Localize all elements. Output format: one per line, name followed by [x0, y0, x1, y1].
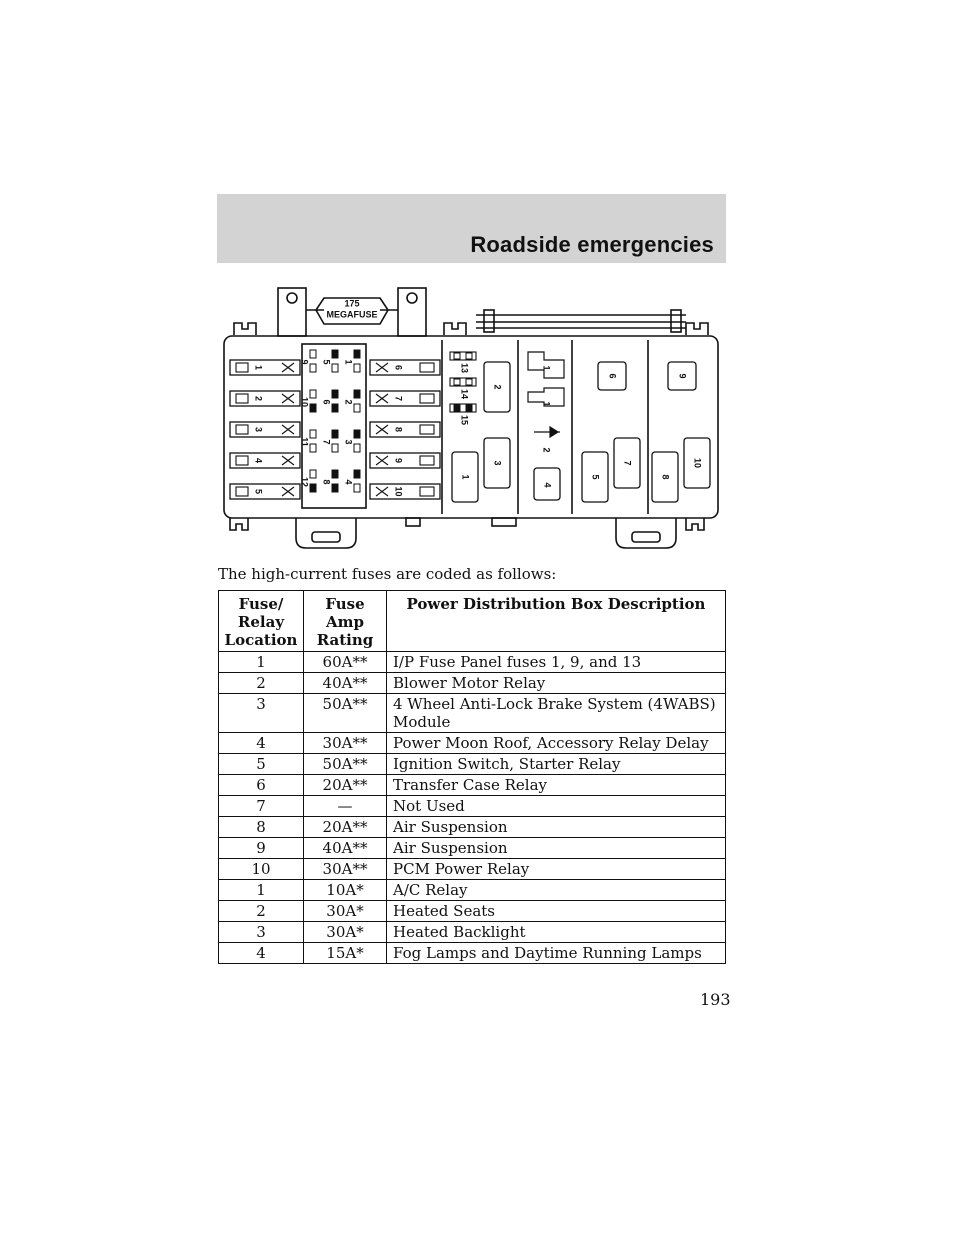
- table-row: [219, 859, 726, 880]
- small-fuse-blade: [454, 379, 460, 385]
- section3-label: 7: [622, 460, 633, 466]
- mini-fuse-label: 6: [321, 399, 332, 405]
- fuse-element: [376, 487, 388, 496]
- fuse-element: [282, 456, 294, 465]
- intro-text: The high-current fuses are coded as follows:: [218, 565, 557, 583]
- cell-rating: 30A**: [304, 859, 387, 880]
- header-rating-line2: Amp: [326, 613, 364, 631]
- cell-rating: —: [304, 796, 387, 817]
- cell-location: 2: [219, 673, 304, 694]
- small-fuse-label: 14: [459, 388, 470, 400]
- mini-fuse-blade: [310, 430, 316, 438]
- mini-fuse-blade: [310, 390, 316, 398]
- cell-rating: 30A*: [304, 922, 387, 943]
- fuse-element: [282, 363, 294, 372]
- maxi-fuse-right: [370, 360, 440, 375]
- description-line: Blower Motor Relay: [393, 674, 546, 692]
- right-fuse-label: 10: [393, 486, 404, 497]
- section-header: [217, 194, 726, 263]
- fuse-element: [282, 425, 294, 434]
- fuse-element: [376, 456, 388, 465]
- section4-label: 9: [677, 373, 688, 379]
- table-row: [219, 775, 726, 796]
- mini-fuse-label: 12: [299, 476, 310, 488]
- power-distribution-box-diagram: [216, 280, 726, 552]
- mini-fuse-blade: [332, 484, 338, 492]
- mini-fuse-blade: [354, 404, 360, 412]
- mini-fuse-blade: [354, 430, 360, 438]
- fuse-terminal: [420, 487, 434, 496]
- mini-fuse-blade: [332, 390, 338, 398]
- mini-fuse-label: 7: [321, 439, 332, 445]
- maxi-fuse-left: [230, 484, 300, 499]
- fuse-terminal: [236, 394, 248, 403]
- cell-rating: 20A**: [304, 817, 387, 838]
- left-fuse-label: 2: [253, 395, 264, 402]
- cell-description: [387, 817, 726, 838]
- cell-description: [387, 754, 726, 775]
- description-line: Power Moon Roof, Accessory Relay Delay: [393, 734, 709, 752]
- mini-fuse-blade: [310, 350, 316, 358]
- cell-description: [387, 796, 726, 817]
- small-fuse-blade: [466, 379, 472, 385]
- table-header-row: [219, 591, 726, 652]
- relay-label: 3: [492, 460, 503, 466]
- cell-location: 3: [219, 694, 304, 733]
- maxi-fuse-right: [370, 422, 440, 437]
- mini-fuse-blade: [332, 364, 338, 372]
- cell-description: [387, 673, 726, 694]
- table-row: [219, 922, 726, 943]
- fuse-element: [282, 394, 294, 403]
- description-line: 4 Wheel Anti-Lock Brake System (4WABS): [393, 695, 716, 713]
- mini-fuse-blade: [332, 430, 338, 438]
- right-fuse-label: 7: [393, 395, 404, 402]
- mini-fuse-label: 8: [321, 479, 332, 485]
- cell-rating: 20A**: [304, 775, 387, 796]
- fuse-terminal: [420, 456, 434, 465]
- cell-location: 4: [219, 733, 304, 754]
- fuse-terminal: [236, 456, 248, 465]
- description-line: Air Suspension: [393, 818, 508, 836]
- small-fuse-label: 15: [459, 414, 470, 426]
- table-row: [219, 901, 726, 922]
- mini-fuse-blade: [332, 404, 338, 412]
- mini-fuse-blade: [332, 444, 338, 452]
- mini-fuse-blade: [310, 444, 316, 452]
- fuse-element: [282, 487, 294, 496]
- mini-fuse-label: 9: [299, 359, 310, 365]
- fuse-element: [376, 394, 388, 403]
- cell-rating: 60A**: [304, 652, 387, 673]
- mini-fuse-blade: [332, 350, 338, 358]
- table-row: [219, 880, 726, 901]
- diode-symbol: [534, 427, 560, 437]
- description-line: PCM Power Relay: [393, 860, 530, 878]
- header-location-line2: Relay: [237, 613, 285, 631]
- left-fuse-label: 4: [253, 457, 264, 464]
- mini-fuse-blade: [310, 470, 316, 478]
- maxi-fuse-right: [370, 453, 440, 468]
- header-location-line3: Location: [224, 631, 298, 649]
- cell-description: [387, 901, 726, 922]
- fuse-terminal: [420, 394, 434, 403]
- header-rating-line1: Fuse: [325, 595, 365, 613]
- right-fuse-label: 9: [393, 457, 404, 464]
- description-line: A/C Relay: [393, 881, 468, 899]
- mini-fuse-label: 1: [343, 359, 354, 365]
- section4-label: 8: [660, 474, 671, 480]
- description-line: Fog Lamps and Daytime Running Lamps: [393, 944, 702, 962]
- cell-description: [387, 880, 726, 901]
- cell-description: [387, 652, 726, 673]
- cell-location: 7: [219, 796, 304, 817]
- table-row: [219, 838, 726, 859]
- fuse-terminal: [420, 425, 434, 434]
- mini-fuse-blade: [310, 404, 316, 412]
- description-line: Heated Seats: [393, 902, 495, 920]
- maxi-fuse-left: [230, 391, 300, 406]
- left-fuse-label: 5: [253, 488, 264, 495]
- mini-fuse-blade: [332, 470, 338, 478]
- mini-fuse-blade: [354, 390, 360, 398]
- maxi-fuse-right: [370, 391, 440, 406]
- description-line: Module: [393, 713, 451, 731]
- mini-fuse-label: 10: [299, 396, 310, 408]
- cell-description: [387, 838, 726, 859]
- section2-label: 1: [541, 365, 552, 371]
- small-fuse-blade: [454, 405, 460, 411]
- description-line: I/P Fuse Panel fuses 1, 9, and 13: [393, 653, 642, 671]
- cell-location: 1: [219, 880, 304, 901]
- mini-fuse-blade: [354, 364, 360, 372]
- description-line: Not Used: [393, 797, 465, 815]
- cell-location: 10: [219, 859, 304, 880]
- mini-fuse-label: 5: [321, 359, 332, 365]
- cell-description: [387, 694, 726, 733]
- maxi-fuse-right: [370, 484, 440, 499]
- page-number: 193: [700, 990, 731, 1009]
- cell-description: [387, 859, 726, 880]
- maxi-fuse-left: [230, 360, 300, 375]
- table-row: [219, 796, 726, 817]
- cell-description: [387, 775, 726, 796]
- cell-rating: 30A**: [304, 733, 387, 754]
- fuse-terminal: [420, 363, 434, 372]
- fuse-element: [376, 425, 388, 434]
- section-title: Roadside emergencies: [470, 232, 714, 257]
- table-row: [219, 733, 726, 754]
- cell-description: [387, 922, 726, 943]
- fuse-table: [218, 590, 726, 964]
- header-rating-line3: Rating: [316, 631, 374, 649]
- mini-fuse-label: 3: [343, 439, 354, 445]
- cell-rating: 30A*: [304, 901, 387, 922]
- fuse-box-drawing: [216, 280, 726, 552]
- cell-rating: 40A**: [304, 673, 387, 694]
- cell-location: 6: [219, 775, 304, 796]
- left-fuse-label: 3: [253, 426, 264, 433]
- cell-location: 3: [219, 922, 304, 943]
- cell-location: 1: [219, 652, 304, 673]
- cell-description: [387, 943, 726, 964]
- table-row: [219, 652, 726, 673]
- section3-label: 5: [590, 474, 601, 480]
- cell-location: 9: [219, 838, 304, 859]
- cell-rating: 10A*: [304, 880, 387, 901]
- table-row: [219, 817, 726, 838]
- header-description: Power Distribution Box Description: [387, 591, 726, 652]
- description-line: Transfer Case Relay: [393, 776, 547, 794]
- fuse-element: [376, 363, 388, 372]
- description-line: Heated Backlight: [393, 923, 526, 941]
- description-line: Air Suspension: [393, 839, 508, 857]
- right-fuse-label: 6: [393, 364, 404, 371]
- mini-fuse-blade: [354, 350, 360, 358]
- cell-description: [387, 733, 726, 754]
- description-line: Ignition Switch, Starter Relay: [393, 755, 621, 773]
- section4-label: 10: [692, 457, 703, 469]
- header-location: [219, 591, 304, 652]
- table-row: [219, 754, 726, 775]
- mini-fuse-blade: [310, 484, 316, 492]
- section3-label: 6: [607, 373, 618, 379]
- megafuse-label-line2: MEGAFUSE: [326, 309, 378, 320]
- small-fuse-blade: [454, 353, 460, 359]
- relay-label: 1: [460, 474, 471, 480]
- cell-location: 4: [219, 943, 304, 964]
- cell-rating: 50A**: [304, 754, 387, 775]
- section2-label: 1: [541, 401, 552, 407]
- cell-rating: 15A*: [304, 943, 387, 964]
- cell-location: 5: [219, 754, 304, 775]
- small-fuse-label: 13: [459, 362, 470, 374]
- maxi-fuse-left: [230, 453, 300, 468]
- mini-fuse-blade: [354, 484, 360, 492]
- mini-fuse-label: 11: [299, 437, 310, 447]
- fuse-terminal: [236, 363, 248, 372]
- header-location-line1: Fuse/: [238, 595, 284, 613]
- section2-label: 2: [541, 447, 552, 453]
- section2-label: 4: [542, 482, 553, 488]
- mini-fuse-blade: [354, 470, 360, 478]
- mini-fuse-blade: [354, 444, 360, 452]
- cell-location: 8: [219, 817, 304, 838]
- table-row: [219, 943, 726, 964]
- table-row: [219, 694, 726, 733]
- relay-label: 2: [492, 384, 503, 390]
- left-fuse-label: 1: [253, 364, 264, 371]
- fuse-terminal: [236, 425, 248, 434]
- small-fuse-blade: [466, 353, 472, 359]
- maxi-fuse-left: [230, 422, 300, 437]
- cell-rating: 50A**: [304, 694, 387, 733]
- fuse-terminal: [236, 487, 248, 496]
- mini-fuse-label: 4: [343, 479, 354, 485]
- header-rating: [304, 591, 387, 652]
- megafuse-label-line1: 175: [344, 298, 360, 309]
- cell-location: 2: [219, 901, 304, 922]
- cell-rating: 40A**: [304, 838, 387, 859]
- right-fuse-label: 8: [393, 426, 404, 433]
- mini-fuse-label: 2: [343, 399, 354, 405]
- mini-fuse-blade: [310, 364, 316, 372]
- table-row: [219, 673, 726, 694]
- small-fuse-blade: [466, 405, 472, 411]
